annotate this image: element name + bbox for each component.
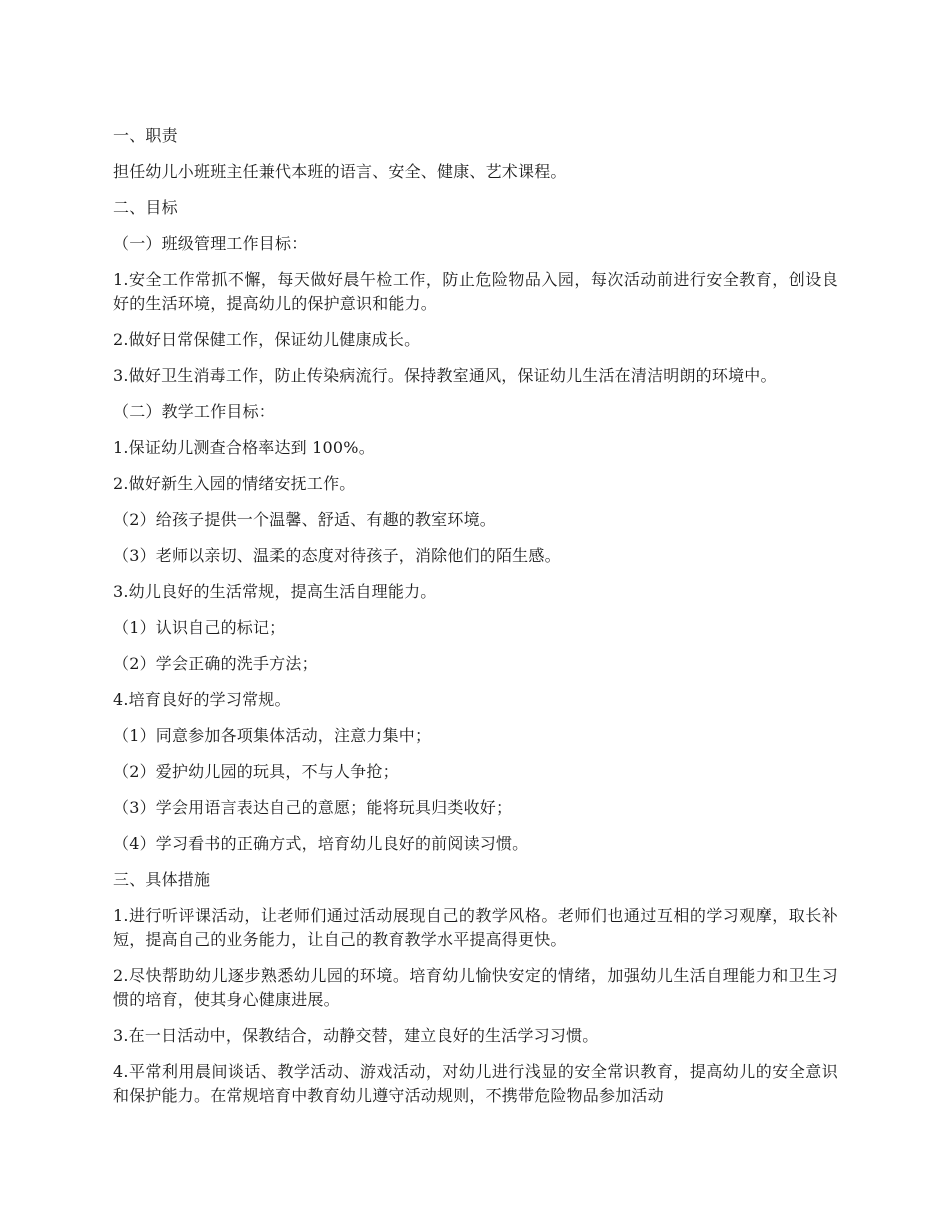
document-body: [113, 124, 838, 1120]
section-heading-measures: 三、具体措施: [113, 870, 211, 889]
list-item: （3）老师以亲切、温柔的态度对待孩子，消除他们的陌生感。: [113, 546, 561, 565]
list-item: 2.做好日常保健工作，保证幼儿健康成长。: [113, 330, 421, 349]
list-item: （2）给孩子提供一个温馨、舒适、有趣的教室环境。: [113, 510, 496, 529]
list-item: 3.做好卫生消毒工作，防止传染病流行。保持教室通风，保证幼儿生活在清洁明朗的环境中。: [113, 366, 777, 385]
list-item: 3.幼儿良好的生活常规，提高生活自理能力。: [113, 582, 437, 601]
list-item: 1.安全工作常抓不懈，每天做好晨午检工作，防止危险物品入园，每次活动前进行安全教育，创设良好的生活环境，提高幼儿的保护意识和能力。: [113, 270, 838, 313]
section-heading-duties: 一、职责: [113, 126, 178, 145]
list-item: （2）爱护幼儿园的玩具，不与人争抢；: [113, 762, 399, 781]
paragraph: 担任幼儿小班班主任兼代本班的语言、安全、健康、艺术课程。: [113, 162, 567, 181]
list-item: （2）学会正确的洗手方法；: [113, 654, 318, 673]
list-item: 1.进行听评课活动，让老师们通过活动展现自己的教学风格。老师们也通过互相的学习观摩，取长补短，提高自己的业务能力，让自己的教育教学水平提高得更快。: [113, 906, 838, 949]
list-item: （1）认识自己的标记；: [113, 618, 286, 637]
list-item: （4）学习看书的正确方式，培育幼儿良好的前阅读习惯。: [113, 834, 529, 853]
section-heading-goals: 二、目标: [113, 198, 178, 217]
list-item: 4.平常利用晨间谈话、教学活动、游戏活动，对幼儿进行浅显的安全常识教育，提高幼儿的安全意识和保护能力。在常规培育中教育幼儿遵守活动规则，不携带危险物品参加活动: [113, 1062, 838, 1105]
list-item: 3.在一日活动中，保教结合，动静交替，建立良好的生活学习习惯。: [113, 1026, 599, 1045]
list-item: （1）同意参加各项集体活动，注意力集中；: [113, 726, 432, 745]
list-item: 2.做好新生入园的情绪安抚工作。: [113, 474, 356, 493]
list-item: 2.尽快帮助幼儿逐步熟悉幼儿园的环境。培育幼儿愉快安定的情绪，加强幼儿生活自理能力和卫生习惯的培育，使其身心健康进展。: [113, 966, 838, 1009]
list-item: 1.保证幼儿测查合格率达到 100%。: [113, 438, 375, 457]
list-item: （3）学会用语言表达自己的意愿；能将玩具归类收好；: [113, 798, 513, 817]
subheading-teaching: （二）教学工作目标：: [113, 402, 276, 421]
list-item: 4.培育良好的学习常规。: [113, 690, 291, 709]
subheading-class-management: （一）班级管理工作目标：: [113, 234, 308, 253]
